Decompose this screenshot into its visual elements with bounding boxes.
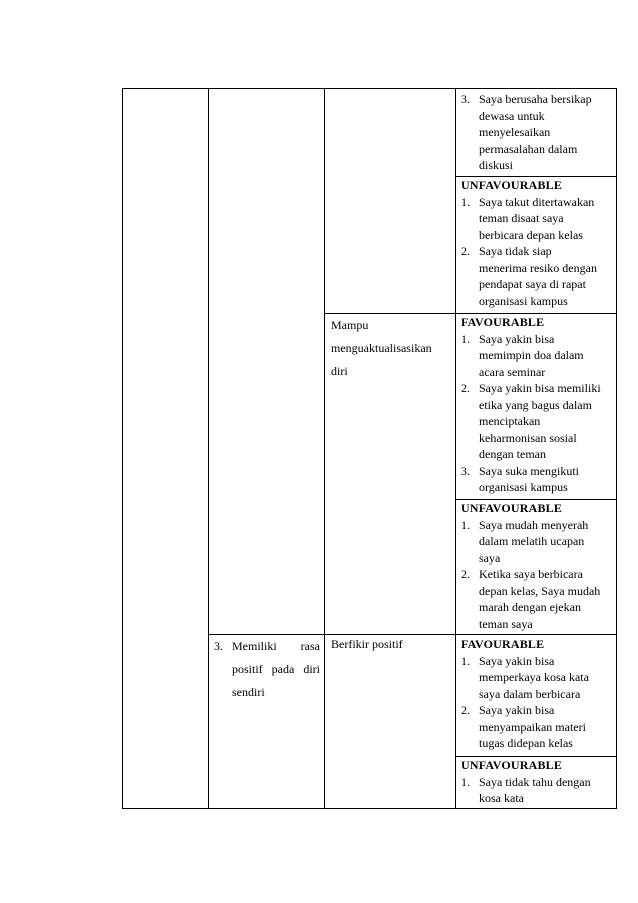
statement-item: 2. Saya yakin bisa memiliki etika yang bagus dalam menciptakan keharmonisan sosial dengan teman bbox=[461, 381, 601, 461]
item-number: 1. bbox=[461, 774, 470, 789]
item-number: 2. bbox=[461, 244, 470, 258]
table-border-left bbox=[122, 88, 123, 809]
indicator-cell bbox=[214, 635, 320, 704]
section-heading: UNFAVOURABLE bbox=[461, 758, 563, 772]
item-number: 3. bbox=[461, 92, 470, 106]
statement-item: 2. Saya yakin bisa menyampaikan materi tugas didepan kelas bbox=[461, 703, 586, 750]
table-divider-col1 bbox=[208, 88, 209, 809]
statement-cell bbox=[461, 757, 615, 807]
statement-item: 3. Saya suka mengikuti organisasi kampus bbox=[461, 463, 579, 494]
table-divider-col2 bbox=[324, 88, 325, 809]
statement-item: 1. Saya yakin bisa memperkaya kosa kata saya dalam berbicara bbox=[461, 653, 589, 701]
item-number: 2. bbox=[461, 381, 470, 395]
item-number: 1. bbox=[461, 653, 470, 668]
item-number: 3. bbox=[461, 463, 470, 478]
indicator-number: 3. bbox=[214, 639, 223, 653]
item-number: 2. bbox=[461, 567, 470, 581]
statement-cell bbox=[461, 500, 615, 632]
statement-cell bbox=[461, 177, 615, 309]
statement-cell bbox=[461, 91, 615, 174]
statement-item: 1. Saya yakin bisa memimpin doa dalam acara seminar bbox=[461, 331, 584, 379]
statement-cell bbox=[461, 636, 615, 752]
statement-item: 1. Saya tidak tahu dengan kosa kata bbox=[461, 774, 591, 805]
indicator-item bbox=[214, 635, 320, 704]
indicator-line: Memiliki rasa bbox=[232, 639, 320, 653]
item-number: 1. bbox=[461, 331, 470, 346]
indicator-line: positif pada diri bbox=[232, 662, 320, 676]
statement-item: 2. Ketika saya berbicara depan kelas, Saya mudah marah dengan ejekan teman saya bbox=[461, 567, 601, 631]
statement-item: 3. Saya berusaha bersikap dewasa untuk menyelesaikan permasalahan dalam diskusi bbox=[461, 92, 592, 172]
statement-item: 1. Saya mudah menyerah dalam melatih ucapan saya bbox=[461, 517, 589, 565]
table-border-bottom bbox=[122, 808, 617, 809]
item-number: 1. bbox=[461, 194, 470, 209]
sub-indicator-cell: Mampu menguaktualisasikan diri bbox=[331, 318, 432, 378]
table-divider-col3 bbox=[455, 88, 456, 809]
item-number: 1. bbox=[461, 517, 470, 532]
sub-indicator-cell: Berfikir positif bbox=[331, 637, 403, 651]
table-border-top bbox=[122, 88, 617, 89]
section-heading: UNFAVOURABLE bbox=[461, 501, 563, 515]
indicator-line: sendiri bbox=[232, 685, 265, 699]
statement-item: 1. Saya takut ditertawakan teman disaat saya berbicara depan kelas bbox=[461, 194, 595, 242]
table-border-right bbox=[616, 88, 617, 809]
statement-item: 2. Saya tidak siap menerima resiko dengan pendapat saya di rapat organisasi kampus bbox=[461, 244, 597, 308]
section-heading: UNFAVOURABLE bbox=[461, 178, 563, 192]
section-heading: FAVOURABLE bbox=[461, 637, 545, 651]
item-number: 2. bbox=[461, 703, 470, 717]
section-heading: FAVOURABLE bbox=[461, 315, 545, 329]
statement-cell bbox=[461, 314, 615, 496]
